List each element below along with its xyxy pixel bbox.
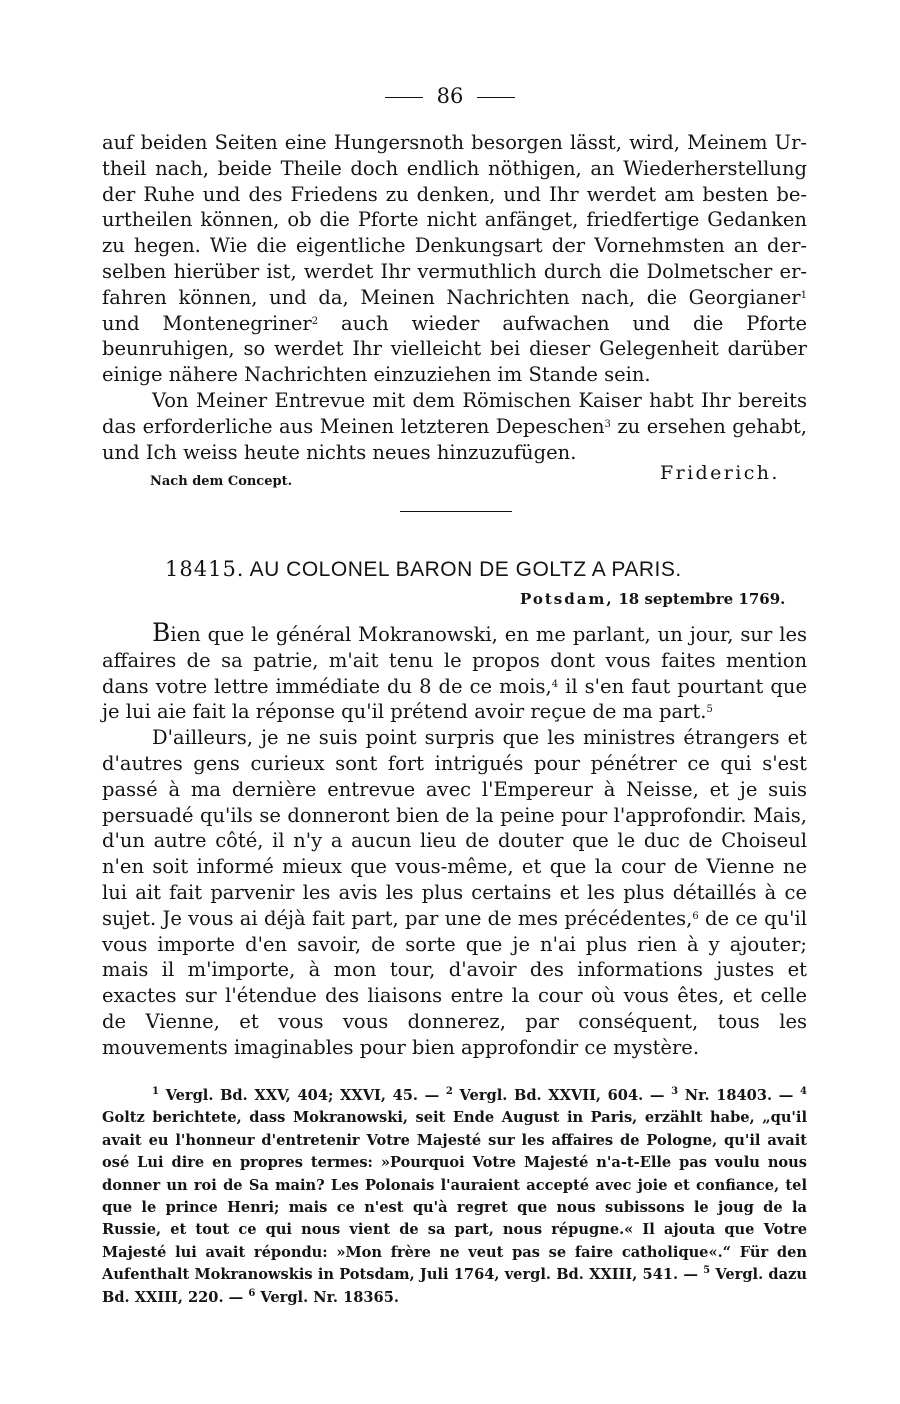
paragraph: D'ailleurs, je ne suis point surpris que les ministres étrangers et d'autres gens curieux sont fort intrigués pour pénétrer ce qui s'est passé à ma dernière entrevue avec l'Empereur à Neisse, et je suis persuadé qu'ils se donneront bien de la peine pour l'approfondir. Mais, d'un autre côté, il n'y a aucun lieu de douter que le duc de Choiseul n'en soit informé mieux que vous-même, et que la cour de Vienne ne lui ait fait parvenir les avis les plus certains et les plus détaillés à ce sujet. Je vous ai déjà fait part, par une de mes précédentes,$^6$ de ce qu'il vous importe d'en savoir, de sorte que je n'ai plus rien à y ajouter; mais il m'importe, à mon tour, d'avoir des informations justes et exactes sur l'étendue des liaisons entre la cour où vous êtes, et celle de Vienne, et vous vous donnerez, par conséquent, tous les mouvements imaginables pour bien approfondir ce mystère. — [102, 726, 807, 1059]
source-note: Nach dem Concept. — [150, 474, 293, 489]
dateline-place: Potsdam, — [520, 590, 614, 608]
footnote-mark: 5 — [703, 1265, 711, 1277]
letter-title: AU COLONEL BARON DE GOLTZ A PARIS. — [249, 558, 682, 581]
letter-number: 18415. — [165, 557, 245, 581]
running-head — [0, 84, 900, 108]
dateline-date: 18 septembre 1769. — [618, 590, 786, 608]
page-number: 86 — [436, 84, 464, 108]
footnote: Nr. 18403. — — [684, 1087, 794, 1104]
footnote-mark: 2 — [445, 1086, 453, 1097]
footnote-ref[interactable]: 3 — [604, 418, 611, 430]
dateline — [520, 590, 785, 608]
french-letter-body — [102, 620, 807, 1061]
paragraph: auf beiden Seiten eine Hungersnoth besorgen lässt, wird, Meinem Urtheil nach, beide Theile doch endlich nöthigen, an Wiederherstellung der Ruhe und des Friedens zu denken, und Ihr werdet am besten beurtheilen können, ob die Pforte nicht anfänget, friedfertige Gedanken zu hegen. Wie die eigentliche Denkungsart der Vornehmsten an derselben hierüber ist, werdet Ihr vermuthlich durch die Dolmetscher erfahren können, und da, Meinen Nachrichten nach, die Georgianer$^1$ und Montenegriner$^2$ auch wieder aufwachen und die Pforte beunruhigen, so werdet Ihr vielleicht bei dieser Gelegenheit darüber einige nähere Nachrichten einzuziehen im Stande sein. — [102, 131, 807, 387]
footnote: Vergl. Bd. XXV, 404; XXVI, 45. — — [165, 1087, 440, 1104]
footnote-mark: 6 — [248, 1287, 256, 1299]
footnote-mark: 3 — [671, 1086, 679, 1097]
footnote-block — [102, 1085, 807, 1309]
footnote-mark: 4 — [799, 1086, 807, 1097]
paragraph: Bien que le général Mokranowski, en me parlant, un jour, sur les affaires de sa patrie, m'ait tenu le propos dont vous faites mention dans votre lettre immédiate du 8 de ce mois,$^4$ il s'en faut pourtant que je lui aie fait la réponse qu'il prétend avoir reçue de ma part.$^5$ — [102, 618, 807, 724]
header-dash-right — [477, 97, 515, 98]
german-letter-body — [102, 130, 807, 465]
footnote: Vergl. Bd. XXVII, 604. — — [459, 1087, 665, 1104]
footnote: Goltz berichtete, dass Mokranowski, seit Ende August in Paris, erzählt habe, „qu'il avait eu l'honneur d'entretenir Votre Majesté sur les affaires de Pologne, qu'il avait osé Lui dire en propres termes: »Pourquoi Votre Majesté n'a-t-Elle pas voulu nous donner un roi de Sa main? Les Polonais l'auraient accepté avec joie et confiance, tel que le prince Henri; mais ce n'est qu'à regret que nous subissons le joug de la Russie, et tout ce qui nous vient de sa part, nous répugne.« Il ajouta que Votre Majesté lui avait répondu: »Mon frère ne veut pas se faire catholique«.“ Für den Aufenthalt Mokranowskis in Potsdam, Juli 1764, vergl. Bd. XXIII, 541. — — [102, 1109, 807, 1284]
footnote-ref[interactable]: 5 — [706, 704, 713, 716]
footnote-ref[interactable]: 1 — [800, 289, 807, 301]
paragraph: Von Meiner Entrevue mit dem Römischen Kaiser habt Ihr bereits das erforderliche aus Meinen letzteren Depeschen$^3$ zu ersehen gehabt, und Ich weiss heute nichts neues hinzuzufügen. — [102, 388, 807, 464]
footnotes — [102, 1085, 807, 1309]
header-dash-left — [385, 97, 423, 98]
letter-heading — [165, 557, 805, 582]
footnote-ref[interactable]: 4 — [551, 678, 559, 690]
dropcap: B — [152, 618, 171, 647]
signature: Friderich. — [660, 462, 780, 484]
section-divider — [400, 511, 512, 512]
footnote: Vergl. Nr. 18365. — [260, 1288, 399, 1306]
footnote-mark: 1 — [152, 1086, 159, 1097]
footnote-ref[interactable]: 2 — [311, 315, 319, 327]
footnote: Vergl. dazu Bd. XXIII, 220. — — [102, 1266, 807, 1306]
footnote-ref[interactable]: 6 — [692, 910, 699, 922]
